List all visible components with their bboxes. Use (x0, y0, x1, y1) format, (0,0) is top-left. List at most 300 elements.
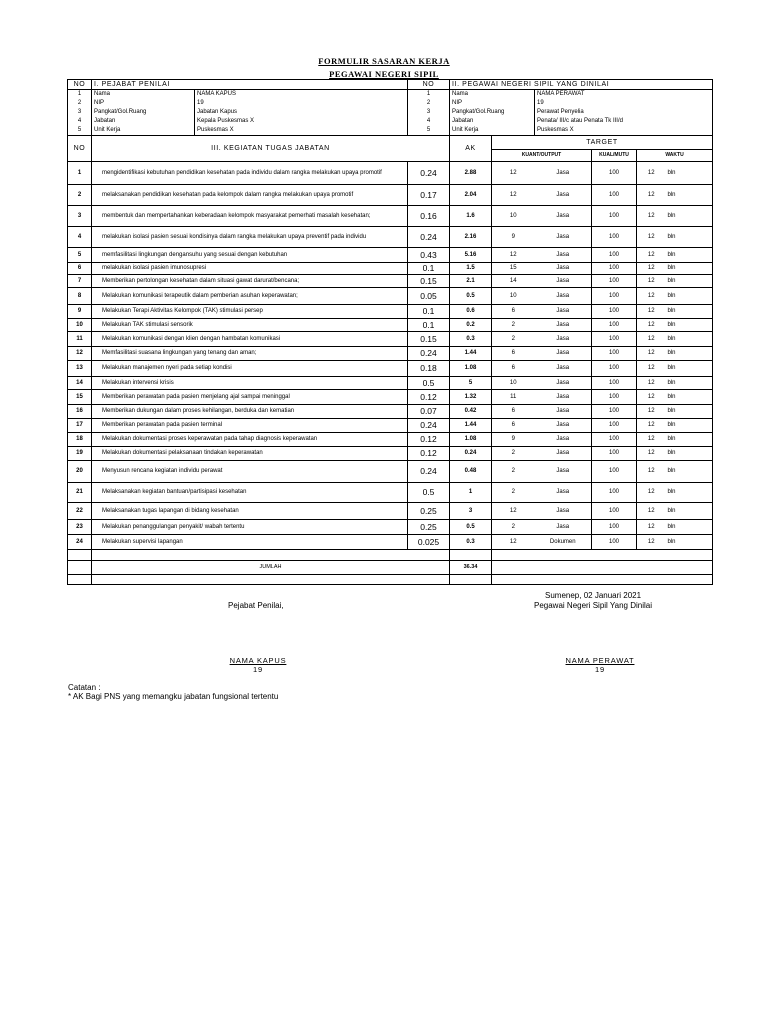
spacer-cell (450, 550, 492, 561)
activity-name: Memberikan dukungan dalam proses kehilangan, berduka dan kematian (92, 405, 408, 419)
right-identity-values (535, 90, 713, 136)
form-table-body (68, 80, 713, 585)
left-identity-numbers (68, 90, 92, 136)
target-time: 12 (637, 319, 666, 332)
activity-no: 14 (68, 377, 92, 390)
trailing-cell (92, 575, 450, 585)
total-row (68, 561, 713, 575)
activity-row (68, 461, 713, 483)
target-time: 12 (637, 419, 666, 433)
target-quantity: 12 (492, 503, 535, 520)
target-time-unit: bln (666, 288, 713, 305)
left-signer-nip: 19 (253, 665, 263, 674)
target-time-unit: bln (666, 520, 713, 535)
target-time-unit: bln (666, 483, 713, 503)
target-quantity: 12 (492, 248, 535, 263)
target-time-unit: bln (666, 347, 713, 361)
activity-row (68, 227, 713, 248)
activity-ak: 0.48 (450, 461, 492, 483)
left-signer-role: Pejabat Penilai, (228, 601, 284, 610)
activity-point: 0.43 (408, 248, 450, 263)
identity-no-line: 5 (77, 127, 82, 133)
target-time: 12 (637, 447, 666, 461)
ak-header: AK (450, 136, 492, 162)
form-table-container (67, 79, 712, 585)
activity-row (68, 405, 713, 419)
identity-field-line: Nama (94, 91, 111, 97)
activity-no: 17 (68, 419, 92, 433)
identity-no-line: 2 (77, 100, 82, 106)
target-quantity: 12 (492, 535, 535, 550)
target-time-unit: bln (666, 206, 713, 227)
activity-no: 3 (68, 206, 92, 227)
activity-ak: 1.08 (450, 433, 492, 447)
activity-point: 0.5 (408, 377, 450, 390)
target-time: 12 (637, 390, 666, 405)
activity-name: Melakukan penanggulangan penyakit/ wabah tertentu (92, 520, 408, 535)
target-unit: Jasa (535, 447, 592, 461)
target-unit: Jasa (535, 227, 592, 248)
target-time-unit: bln (666, 319, 713, 332)
activity-row (68, 332, 713, 347)
spacer-cell (68, 550, 92, 561)
activity-row (68, 520, 713, 535)
activity-name: Melakukan dokumentasi proses keperawatan pada tahap diagnosis keperawatan (92, 433, 408, 447)
target-time: 12 (637, 347, 666, 361)
activity-point: 0.07 (408, 405, 450, 419)
spacer-cell (492, 550, 713, 561)
target-quality: 100 (592, 332, 637, 347)
identity-field-line: Unit Kerja (94, 127, 121, 133)
date-line: Sumenep, 02 Januari 2021 (545, 591, 642, 600)
target-time-unit: bln (666, 405, 713, 419)
right-identity-fields (450, 90, 535, 136)
target-time: 12 (637, 461, 666, 483)
activity-row (68, 248, 713, 263)
target-unit: Jasa (535, 483, 592, 503)
activity-point: 0.15 (408, 275, 450, 288)
target-unit: Jasa (535, 206, 592, 227)
identity-left-line: Puskesmas X (197, 127, 234, 133)
activity-no: 9 (68, 305, 92, 319)
identity-field-line: Jabatan (94, 118, 116, 124)
right-signer-name: NAMA PERAWAT (565, 656, 635, 665)
activity-name: mengidentifikasi kebutuhan pendidikan kesehatan pada individu dalam rangka melakukan upaya promotif (92, 162, 408, 185)
activity-ak: 1.44 (450, 419, 492, 433)
target-time-unit: bln (666, 361, 713, 377)
identity-no-line: 5 (426, 127, 431, 133)
identity-left-line: Jabatan Kapus (197, 109, 238, 115)
notes-text: * AK Bagi PNS yang memangku jabatan fungsional tertentu (68, 692, 279, 701)
identity-right-line: NAMA PERAWAT (537, 91, 585, 97)
activity-ak: 5 (450, 377, 492, 390)
target-unit: Jasa (535, 248, 592, 263)
target-time-unit: bln (666, 377, 713, 390)
trailing-row (68, 575, 713, 585)
activity-name: melakukan isolasi pasien imunosupresi (92, 263, 408, 275)
right-signer-nip: 19 (595, 665, 605, 674)
target-quality: 100 (592, 185, 637, 206)
right-no-header: NO (408, 80, 450, 90)
target-quantity: 6 (492, 361, 535, 377)
activity-name: Melakukan intervensi krisis (92, 377, 408, 390)
activity-no: 4 (68, 227, 92, 248)
activity-name: Melaksanakan kegiatan bantuan/partisipasi kesehatan (92, 483, 408, 503)
activity-no: 13 (68, 361, 92, 377)
identity-right-line: Perawat Penyelia (537, 109, 584, 115)
activity-no: 16 (68, 405, 92, 419)
activity-no: 12 (68, 347, 92, 361)
activity-name: memfasilitasi lingkungan dengansuhu yang sesuai dengan kebutuhan (92, 248, 408, 263)
activity-point: 0.17 (408, 185, 450, 206)
spacer-row (68, 550, 713, 561)
trailing-cell (492, 575, 713, 585)
activity-no: 20 (68, 461, 92, 483)
target-time-unit: bln (666, 185, 713, 206)
identity-no-line: 1 (426, 91, 431, 97)
target-unit: Jasa (535, 305, 592, 319)
activity-point: 0.24 (408, 347, 450, 361)
target-time: 12 (637, 377, 666, 390)
target-quantity: 2 (492, 332, 535, 347)
left-identity-values (195, 90, 408, 136)
target-unit: Jasa (535, 419, 592, 433)
activity-row (68, 263, 713, 275)
target-quality: 100 (592, 433, 637, 447)
target-header: TARGET (492, 136, 713, 150)
activity-name: Melaksanakan tugas lapangan di bidang kesehatan (92, 503, 408, 520)
activity-ak: 2.1 (450, 275, 492, 288)
activity-row (68, 319, 713, 332)
target-quantity: 6 (492, 405, 535, 419)
target-quality: 100 (592, 361, 637, 377)
target-quantity: 2 (492, 319, 535, 332)
activity-name: melakukan isolasi pasien sesuai kondisinya dalam rangka melakukan upaya preventif pada individu (92, 227, 408, 248)
activity-name: Melakukan dokumentasi pelaksanaan tindakan keperawatan (92, 447, 408, 461)
total-value: 36.34 (450, 561, 492, 575)
activity-point: 0.1 (408, 263, 450, 275)
activity-row (68, 390, 713, 405)
activity-no: 18 (68, 433, 92, 447)
target-quantity: 12 (492, 162, 535, 185)
activity-name: Melakukan komunikasi terapeutik dalam pemberian asuhan keperawatan; (92, 288, 408, 305)
target-unit: Jasa (535, 461, 592, 483)
activity-point: 0.1 (408, 305, 450, 319)
activity-ak: 3 (450, 503, 492, 520)
activity-name: Menyusun rencana kegiatan individu perawat (92, 461, 408, 483)
target-quantity: 10 (492, 288, 535, 305)
target-time-unit: bln (666, 263, 713, 275)
activity-header-row (68, 136, 713, 150)
identity-field-line: Unit Kerja (452, 127, 479, 133)
activity-point: 0.24 (408, 227, 450, 248)
target-time-unit: bln (666, 162, 713, 185)
activity-ak: 0.24 (450, 447, 492, 461)
activity-name-header: III. KEGIATAN TUGAS JABATAN (92, 136, 450, 162)
activity-name: melaksanakan pendidikan kesehatan pada kelompok dalam rangka melakukan upaya promotif (92, 185, 408, 206)
target-time-unit: bln (666, 461, 713, 483)
left-signer-name: NAMA KAPUS (229, 656, 287, 665)
identity-right-line: Puskesmas X (537, 127, 574, 133)
identity-field-line: Jabatan (452, 118, 474, 124)
activity-name: Memberikan pertolongan kesehatan dalam situasi gawat darurat/bencana; (92, 275, 408, 288)
activity-row (68, 275, 713, 288)
identity-left-line: 19 (197, 100, 204, 106)
activity-point: 0.025 (408, 535, 450, 550)
activity-ak: 5.16 (450, 248, 492, 263)
identity-no-line: 2 (426, 100, 431, 106)
identity-no-line: 3 (77, 109, 82, 115)
target-quantity: 2 (492, 447, 535, 461)
identity-right-line: 19 (537, 100, 544, 106)
target-quantity: 2 (492, 520, 535, 535)
target-quality: 100 (592, 461, 637, 483)
target-time-unit: bln (666, 390, 713, 405)
target-unit: Jasa (535, 263, 592, 275)
target-quantity: 14 (492, 275, 535, 288)
activity-name: membentuk dan mempertahankan keberadaan kelompok masyarakat pemerhati masalah kesehatan; (92, 206, 408, 227)
target-quantity: 6 (492, 347, 535, 361)
activity-row (68, 503, 713, 520)
activity-no: 24 (68, 535, 92, 550)
target-quantity: 6 (492, 419, 535, 433)
target-time-unit: bln (666, 433, 713, 447)
target-time-unit: bln (666, 447, 713, 461)
activity-no: 7 (68, 275, 92, 288)
right-section-header: II. PEGAWAI NEGERI SIPIL YANG DINILAI (450, 80, 713, 90)
target-time: 12 (637, 405, 666, 419)
activity-no-header: NO (68, 136, 92, 162)
activity-row (68, 535, 713, 550)
activity-no: 5 (68, 248, 92, 263)
target-quantity: 15 (492, 263, 535, 275)
activity-no: 15 (68, 390, 92, 405)
target-time-unit: bln (666, 305, 713, 319)
target-unit: Jasa (535, 347, 592, 361)
activity-no: 2 (68, 185, 92, 206)
target-quality: 100 (592, 275, 637, 288)
target-quality: 100 (592, 535, 637, 550)
target-quality: 100 (592, 347, 637, 361)
activity-no: 21 (68, 483, 92, 503)
identity-field-line: Pangkat/Gol.Ruang (452, 109, 505, 115)
activity-ak: 0.5 (450, 288, 492, 305)
identity-left-line: NAMA KAPUS (197, 91, 237, 97)
identity-no-line: 3 (426, 109, 431, 115)
target-time: 12 (637, 185, 666, 206)
target-quality: 100 (592, 227, 637, 248)
activity-ak: 2.16 (450, 227, 492, 248)
target-quality: 100 (592, 405, 637, 419)
activity-ak: 0.3 (450, 332, 492, 347)
left-no-header: NO (68, 80, 92, 90)
activity-no: 19 (68, 447, 92, 461)
activity-ak: 1.08 (450, 361, 492, 377)
activity-ak: 0.5 (450, 520, 492, 535)
target-time: 12 (637, 275, 666, 288)
target-time: 12 (637, 305, 666, 319)
activity-point: 0.12 (408, 390, 450, 405)
target-unit: Dokumen (535, 535, 592, 550)
activity-name: Melakukan supervisi lapangan (92, 535, 408, 550)
activity-name: Melakukan TAK stimulasi sensorik (92, 319, 408, 332)
activity-row (68, 206, 713, 227)
activity-ak: 0.42 (450, 405, 492, 419)
activity-name: Melakukan Terapi Aktivitas Kelompok (TAK) stimulasi persep (92, 305, 408, 319)
target-quality: 100 (592, 483, 637, 503)
activity-ak: 1.5 (450, 263, 492, 275)
target-time-unit: bln (666, 275, 713, 288)
target-quantity: 10 (492, 377, 535, 390)
activity-ak: 0.3 (450, 535, 492, 550)
target-time-unit: bln (666, 503, 713, 520)
activity-no: 1 (68, 162, 92, 185)
target-quantity: 2 (492, 461, 535, 483)
target-time-unit: bln (666, 535, 713, 550)
activity-point: 0.16 (408, 206, 450, 227)
activity-name: Memberikan perawatan pada pasien menjelang ajal sampai meninggal (92, 390, 408, 405)
target-time-unit: bln (666, 227, 713, 248)
target-quality: 100 (592, 288, 637, 305)
form-table (67, 79, 713, 585)
activity-no: 22 (68, 503, 92, 520)
target-time-unit: bln (666, 419, 713, 433)
identity-field-line: Pangkat/Gol.Ruang (94, 109, 147, 115)
activity-point: 0.25 (408, 520, 450, 535)
target-quality: 100 (592, 520, 637, 535)
target-time: 12 (637, 162, 666, 185)
activity-row (68, 185, 713, 206)
trailing-cell (68, 575, 92, 585)
identity-no-line: 1 (77, 91, 82, 97)
target-unit: Jasa (535, 361, 592, 377)
target-time: 12 (637, 332, 666, 347)
activity-no: 11 (68, 332, 92, 347)
target-unit: Jasa (535, 319, 592, 332)
form-subtitle: PEGAWAI NEGERI SIPIL (329, 69, 439, 79)
activity-name: Memfasilitasi suasana lingkungan yang tenang dan aman; (92, 347, 408, 361)
target-time: 12 (637, 263, 666, 275)
identity-field-line: NIP (94, 100, 105, 106)
activity-no: 10 (68, 319, 92, 332)
kuant-output-header: KUANT/OUTPUT (492, 150, 592, 162)
kual-mutu-header: KUAL/MUTU (592, 150, 637, 162)
target-quality: 100 (592, 390, 637, 405)
activity-row (68, 377, 713, 390)
total-blank (68, 561, 92, 575)
activity-row (68, 162, 713, 185)
right-signer-role: Pegawai Negeri Sipil Yang Dinilai (534, 601, 652, 610)
activity-ak: 1 (450, 483, 492, 503)
activity-point: 0.1 (408, 319, 450, 332)
activity-point: 0.25 (408, 503, 450, 520)
target-unit: Jasa (535, 288, 592, 305)
activity-point: 0.5 (408, 483, 450, 503)
activity-row (68, 433, 713, 447)
activity-point: 0.18 (408, 361, 450, 377)
activity-row (68, 361, 713, 377)
activity-row (68, 305, 713, 319)
target-time: 12 (637, 503, 666, 520)
target-quality: 100 (592, 377, 637, 390)
trailing-cell (450, 575, 492, 585)
total-target-blank (492, 561, 713, 575)
target-quality: 100 (592, 447, 637, 461)
left-identity-fields (92, 90, 195, 136)
activity-point: 0.15 (408, 332, 450, 347)
target-quantity: 9 (492, 433, 535, 447)
activity-ak: 1.44 (450, 347, 492, 361)
activity-point: 0.05 (408, 288, 450, 305)
spacer-cell (92, 550, 450, 561)
activity-ak: 1.6 (450, 206, 492, 227)
identity-no-line: 4 (77, 118, 82, 124)
target-unit: Jasa (535, 275, 592, 288)
target-time-unit: bln (666, 248, 713, 263)
activity-ak: 2.88 (450, 162, 492, 185)
target-time: 12 (637, 248, 666, 263)
target-quality: 100 (592, 419, 637, 433)
target-unit: Jasa (535, 390, 592, 405)
activity-row (68, 288, 713, 305)
target-unit: Jasa (535, 433, 592, 447)
activity-point: 0.12 (408, 447, 450, 461)
activity-ak: 0.6 (450, 305, 492, 319)
target-unit: Jasa (535, 162, 592, 185)
target-quality: 100 (592, 206, 637, 227)
target-unit: Jasa (535, 520, 592, 535)
activity-no: 23 (68, 520, 92, 535)
target-unit: Jasa (535, 503, 592, 520)
waktu-header: WAKTU (637, 150, 713, 162)
target-quality: 100 (592, 248, 637, 263)
activity-point: 0.24 (408, 162, 450, 185)
target-time: 12 (637, 206, 666, 227)
right-identity-numbers (408, 90, 450, 136)
activity-ak: 2.04 (450, 185, 492, 206)
target-quantity: 6 (492, 305, 535, 319)
activity-name: Melakukan manajemen nyeri pada setiap kondisi (92, 361, 408, 377)
activity-row (68, 483, 713, 503)
target-time: 12 (637, 227, 666, 248)
target-unit: Jasa (535, 185, 592, 206)
target-quality: 100 (592, 162, 637, 185)
target-unit: Jasa (535, 332, 592, 347)
activity-row (68, 419, 713, 433)
target-unit: Jasa (535, 377, 592, 390)
identity-field-line: NIP (452, 100, 463, 106)
activity-ak: 1.32 (450, 390, 492, 405)
identity-no-line: 4 (426, 118, 431, 124)
activity-point: 0.24 (408, 461, 450, 483)
target-quantity: 12 (492, 185, 535, 206)
target-time: 12 (637, 288, 666, 305)
activity-name: Melakukan komunikasi dengan klien dengan hambatan komunikasi (92, 332, 408, 347)
target-quality: 100 (592, 319, 637, 332)
target-time: 12 (637, 483, 666, 503)
target-time: 12 (637, 520, 666, 535)
activity-name: Memberikan perawatan pada pasien terminal (92, 419, 408, 433)
target-time: 12 (637, 361, 666, 377)
activity-ak: 0.2 (450, 319, 492, 332)
identity-header-row (68, 80, 713, 90)
target-quality: 100 (592, 503, 637, 520)
target-quantity: 10 (492, 206, 535, 227)
activity-row (68, 447, 713, 461)
target-quantity: 2 (492, 483, 535, 503)
identity-right-line: Penata/ III/c atau Penata Tk III/d (537, 118, 623, 124)
activity-point: 0.24 (408, 419, 450, 433)
